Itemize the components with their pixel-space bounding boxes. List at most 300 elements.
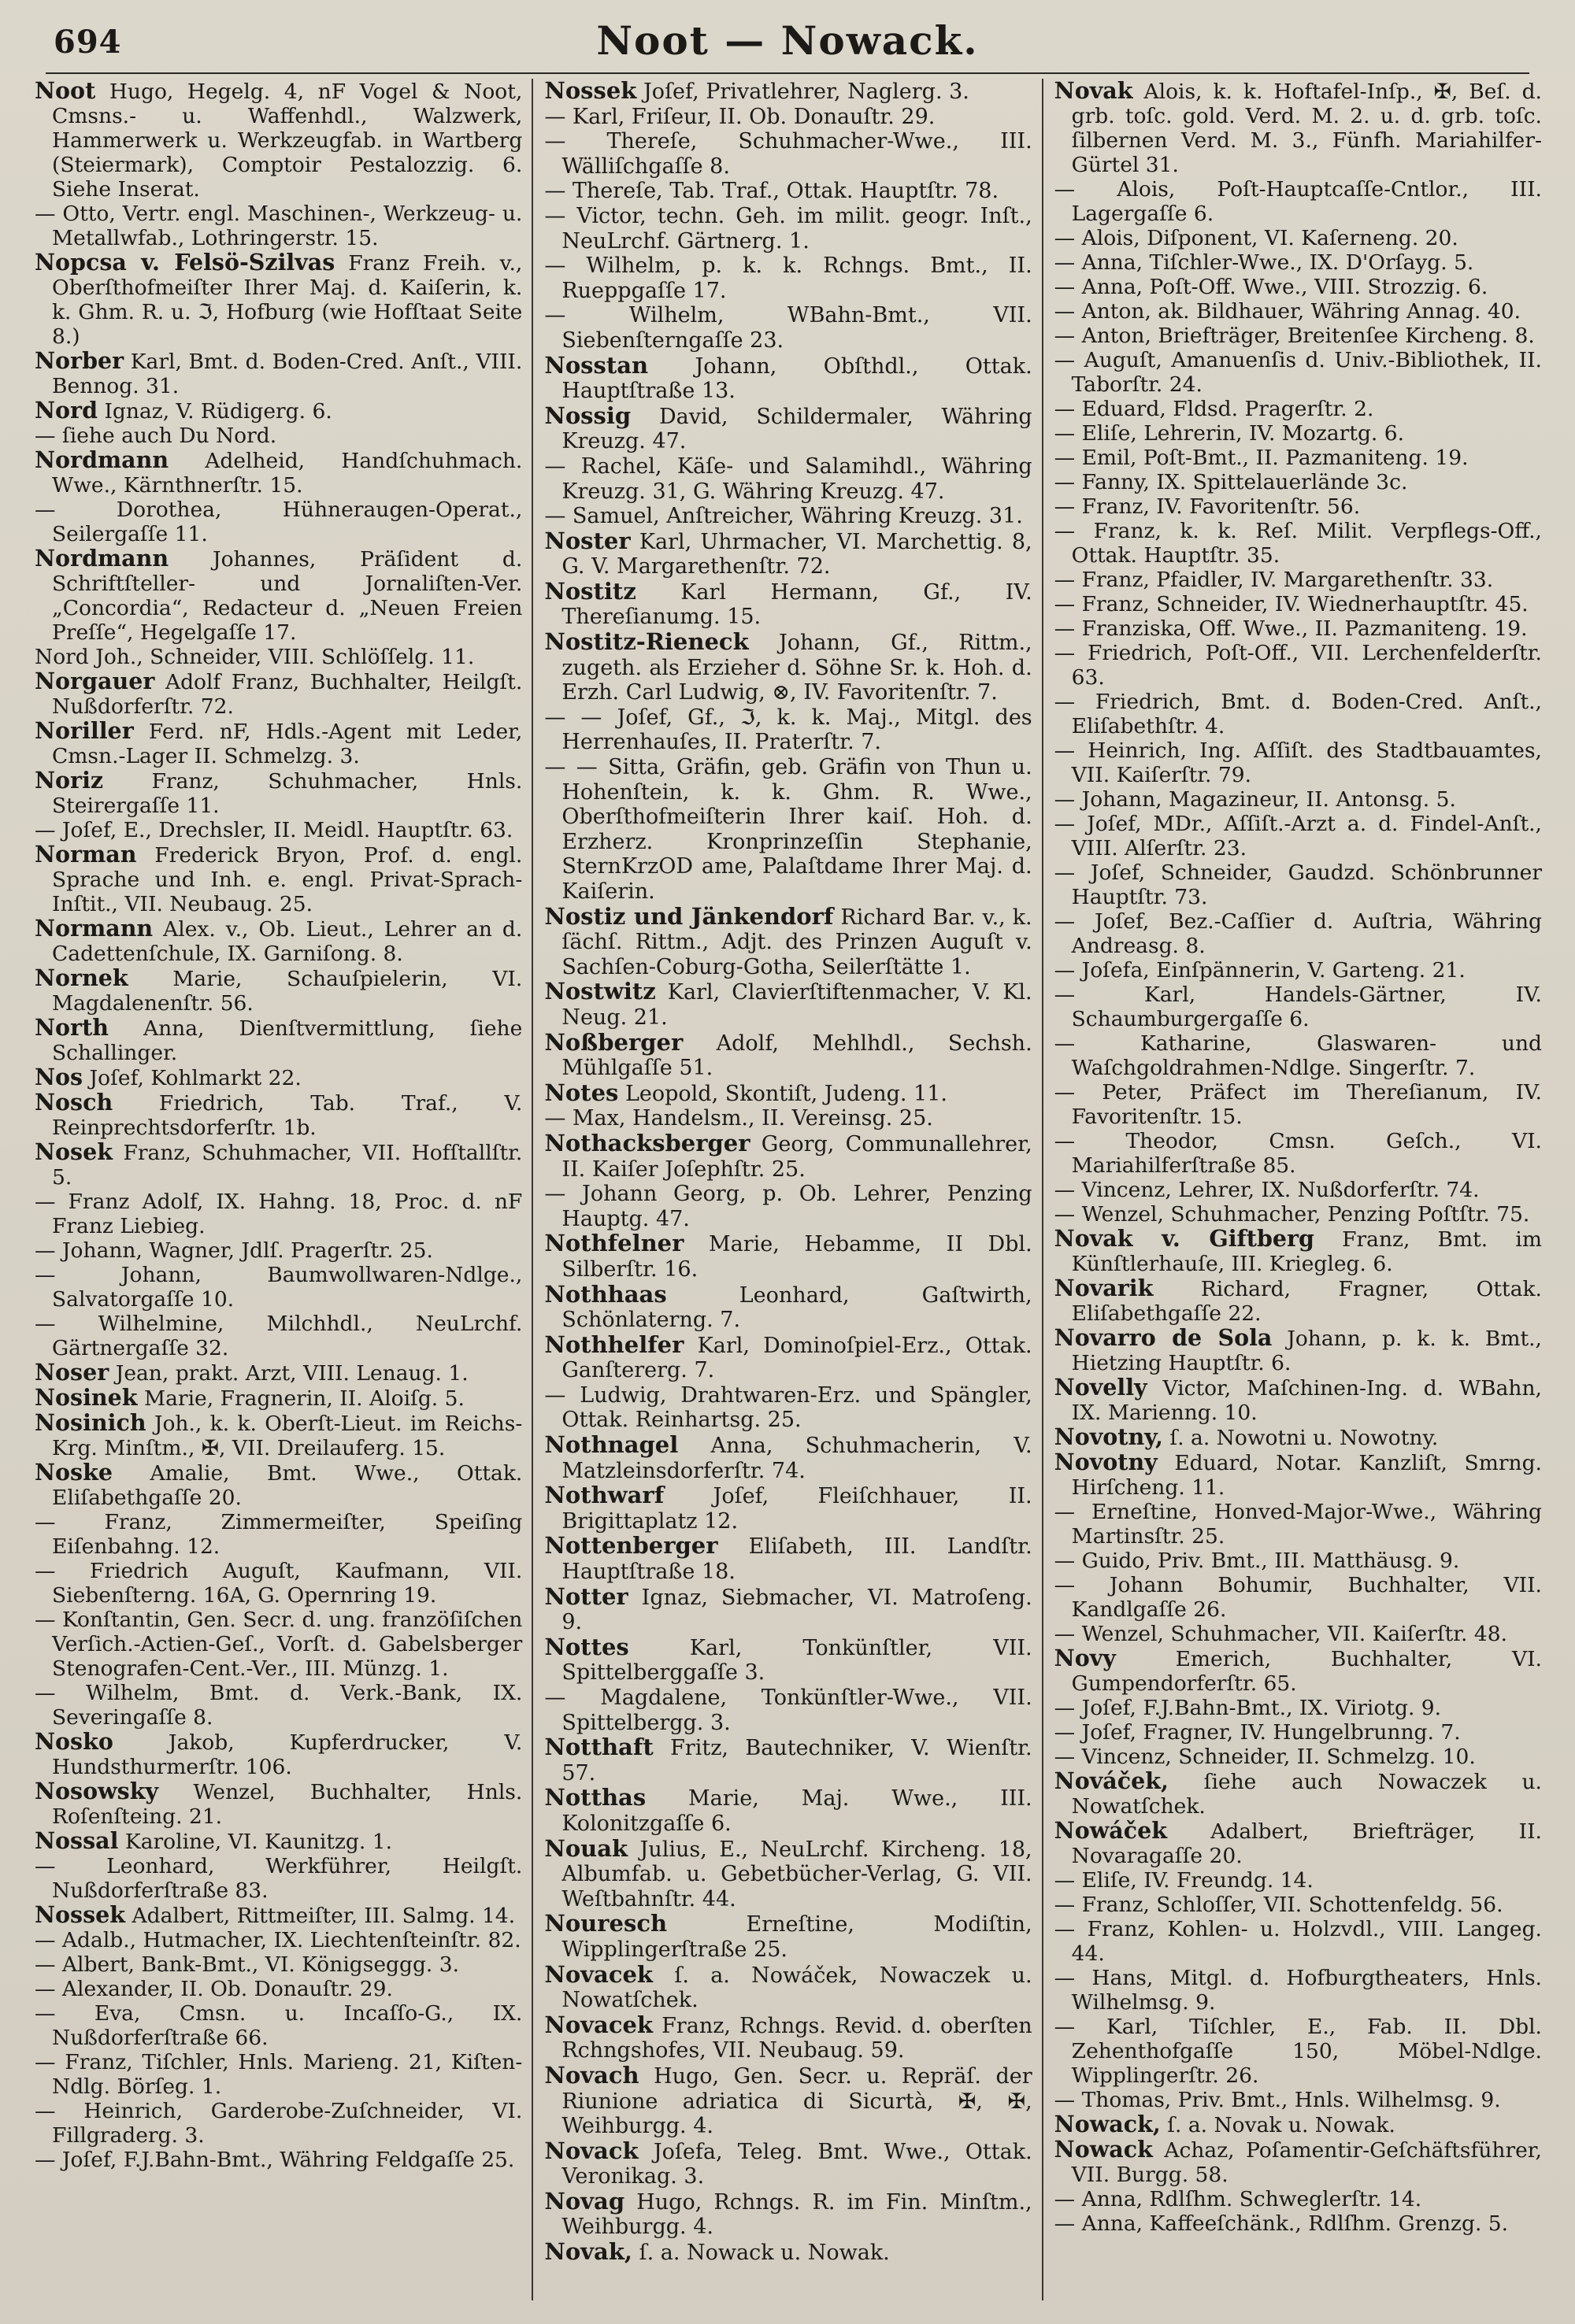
entry-text: — Johann, Baumwollwaren-Ndlge., Salvatorgaſſe 10. <box>35 1263 523 1312</box>
directory-entry <box>544 204 1032 253</box>
directory-entry <box>35 2050 522 2099</box>
entry-text: — Franz, k. k. Reſ. Milit. Verpflegs-Off., Ottak. Hauptſtr. 35. <box>1054 519 1542 568</box>
entry-headword: Noske <box>35 1459 113 1486</box>
entry-text: — Alois, Poſt-Hauptcaſſe-Cntlor., III. Lagergaſſe 6. <box>1054 177 1542 226</box>
directory-entry <box>1054 1868 1542 1893</box>
directory-entry <box>1054 1202 1542 1227</box>
entry-headword: Nouak <box>544 1834 628 1862</box>
directory-entry <box>35 669 522 719</box>
directory-entry <box>35 1829 522 1854</box>
entry-text: — Friedrich, Bmt. d. Boden-Cred. Anſt., Eliſabethſtr. 4. <box>1054 690 1542 738</box>
entry-headword: Nowáček <box>1054 1817 1167 1844</box>
directory-entry <box>1054 324 1542 348</box>
directory-entry <box>1054 519 1542 568</box>
column-right <box>1042 79 1551 2300</box>
directory-entry <box>1054 690 1542 738</box>
directory-entry <box>1054 1326 1542 1375</box>
entry-headword: Nottes <box>544 1633 629 1660</box>
directory-entry <box>544 1686 1032 1735</box>
entry-text: — Auguſt, Amanuenſis d. Univ.-Bibliothek, II. Taborſtr. 24. <box>1054 348 1542 397</box>
column-left <box>24 79 532 2300</box>
entry-headword: Nosch <box>35 1089 113 1116</box>
entry-headword: Nowack, <box>1054 2111 1161 2137</box>
entry-text: Hugo, Rchngs. R. im Fin. Minſtm., Weihburgg. 4. <box>561 2189 1032 2240</box>
directory-entry <box>1054 2137 1542 2187</box>
directory-entry <box>1054 1573 1542 1622</box>
entry-text: Frederick Bryon, Prof. d. engl. Sprache und Inh. e. engl. Privat-Sprach-Inſtit., VII. Neubaug. 25. <box>52 843 523 916</box>
entry-text: Richard Bar. v., k. ſächſ. Rittm., Adjt. des Prinzen Auguſt v. Sachſen-Coburg-Gotha, Seilerſtätte 1. <box>561 905 1032 979</box>
entry-text: — Eduard, Fldsd. Pragerſtr. 2. <box>1054 397 1374 421</box>
directory-entry <box>544 755 1032 905</box>
entry-headword: Novak <box>1054 79 1133 104</box>
directory-entry <box>35 1730 522 1779</box>
entry-text: Joſefa, Teleg. Bmt. Wwe., Ottak. Veronikag. 3. <box>561 2139 1032 2189</box>
entry-headword: Norgauer <box>35 668 155 694</box>
entry-headword: Novag <box>544 2187 625 2215</box>
directory-entry <box>544 303 1032 353</box>
entry-headword: Nossek <box>544 79 637 104</box>
entry-text: — Hans, Mitgl. d. Hofburgtheaters, Hnls. Wilhelmsg. 9. <box>1054 1966 1542 2015</box>
directory-entry <box>544 1131 1032 1182</box>
entry-text: — Anna, Kaffeeſchänk., Rdlſhm. Grenzg. 5. <box>1054 2211 1509 2236</box>
directory-entry <box>544 2063 1032 2139</box>
entry-text: Eliſabeth, III. Landſtr. Hauptſtraße 18. <box>561 1534 1032 1585</box>
directory-entry <box>1054 2015 1542 2088</box>
entry-text: Karl, Clavierſtiftenmacher, V. Kl. Neug. 21. <box>561 980 1032 1030</box>
entry-text: Jean, prakt. Arzt, VIII. Lenaug. 1. <box>115 1361 469 1386</box>
entry-headword: Novak v. Giftberg <box>1054 1225 1314 1252</box>
directory-entry <box>35 1510 522 1559</box>
entry-text: ſ. a. Nowack u. Nowak. <box>639 2241 890 2266</box>
entry-text: — Alois, Diſponent, VI. Kaſerneng. 20. <box>1054 226 1458 250</box>
entry-text: — Katharine, Glaswaren- und Waſchgoldrahmen-Ndlge. Singerſtr. 7. <box>1054 1031 1542 1080</box>
directory-entry <box>544 2189 1032 2240</box>
entry-text: Friedrich, Tab. Traf., V. Reinprechtsdorferſtr. 1b. <box>52 1091 523 1140</box>
directory-entry <box>544 1231 1032 1282</box>
entry-text: — Erneſtine, Honved-Major-Wwe., Währing Martinsſtr. 25. <box>1054 1500 1542 1549</box>
entry-text: — Theodor, Cmsn. Geſch., VI. Mariahilferſtraße 85. <box>1054 1129 1542 1178</box>
directory-entry <box>544 1735 1032 1786</box>
entry-text: Karoline, VI. Kaunitzg. 1. <box>124 1830 393 1854</box>
directory-entry <box>544 1483 1032 1534</box>
directory-entry <box>1054 226 1542 250</box>
directory-entry <box>35 768 522 818</box>
entry-headword: Nostitz <box>544 577 636 605</box>
directory-entry <box>1054 348 1542 397</box>
entry-text: Ferd. nF, Hdls.-Agent mit Leder, Cmsn.-Lager II. Schmelzg. 3. <box>52 720 523 768</box>
entry-text: — Wilhelmine, Milchhdl., NeuLrchf. Gärtnergaſſe 32. <box>35 1312 523 1360</box>
entry-text: Leopold, Skontiſt, Judeng. 11. <box>624 1081 947 1106</box>
entry-text: — Joſef, Fragner, IV. Hungelbrunng. 7. <box>1054 1720 1461 1745</box>
directory-entry <box>544 1960 1032 2013</box>
directory-entry <box>1054 1375 1542 1425</box>
entry-text: — Eliſe, IV. Freundg. 14. <box>1054 1868 1314 1893</box>
entry-headword: Nord <box>35 397 98 424</box>
entry-text: Julius, E., NeuLrchf. Kircheng. 18, Albumfab. u. Gebetbücher-Verlag, G. VII. Weſtbahnſtr. 44. <box>561 1837 1032 1911</box>
entry-headword: Nothacksberger <box>544 1129 750 1156</box>
entry-text: Jakob, Kupferdrucker, V. Hundsthurmerſtr. 106. <box>52 1730 523 1779</box>
entry-headword: Nordmann <box>35 545 169 572</box>
directory-entry <box>1054 1966 1542 2015</box>
entry-text: — Heinrich, Garderobe-Zuſchneider, VI. Fillgraderg. 3. <box>35 2099 523 2148</box>
entry-text: — Thereſe, Schuhmacher-Wwe., III. Wälliſchgaſſe 8. <box>544 129 1032 179</box>
entry-text: Franz, Schuhmacher, Hnls. Steirergaſſe 11. <box>52 769 523 818</box>
entry-headword: North <box>35 1014 109 1041</box>
entry-text: — Franz, Schloſſer, VII. Schottenfeldg. 56. <box>1054 1893 1503 1917</box>
entry-text: — Wilhelm, WBahn-Bmt., VII. Siebenſterngaſſe 23. <box>544 303 1032 353</box>
entry-text: Johann, Gf., Rittm., zugeth. als Erzieher d. Söhne Sr. k. Hoh. d. Erzh. Carl Ludwig, ⊗, IV. Favoritenſtr. 7. <box>561 631 1032 705</box>
directory-entry <box>544 253 1032 303</box>
directory-entry <box>544 630 1032 705</box>
entry-headword: Nostiz und Jänkendorf <box>544 902 834 930</box>
entry-text: — Joſef, Bez.-Caſſier d. Auſtria, Währing Andreasg. 8. <box>1054 909 1542 958</box>
entry-text: Adolf Franz, Buchhalter, Heilgſt. Nußdorferſtr. 72. <box>52 670 523 719</box>
entry-text: — Magdalene, Tonkünſtler-Wwe., VII. Spittelbergg. 3. <box>544 1686 1032 1735</box>
directory-entry <box>1054 592 1542 616</box>
directory-entry <box>1054 1031 1542 1080</box>
entry-text: Marie, Hebamme, II Dbl. Silberſtr. 16. <box>561 1232 1032 1282</box>
entry-text: — Wenzel, Schuhmacher, Penzing Poſtſtr. 75. <box>1054 1202 1530 1227</box>
entry-text: David, Schildermaler, Währing Kreuzg. 47. <box>561 404 1032 454</box>
entry-headword: Nossek <box>35 1901 126 1928</box>
entry-headword: Notter <box>544 1582 628 1610</box>
directory-entry <box>1054 2088 1542 2112</box>
entry-text: Hugo, Gen. Secr. u. Repräſ. der Riunione adriatica di Sicurtà, ✠, ✠, Weihburgg. 4. <box>561 2063 1032 2139</box>
entry-text: — Joſef, F.J.Bahn-Bmt., IX. Viriotg. 9. <box>1054 1696 1442 1720</box>
directory-entry <box>35 1065 522 1090</box>
entry-text: Marie, Fragnerin, II. Aloiſg. 5. <box>143 1386 465 1411</box>
entry-text: — Wilhelm, p. k. k. Rchngs. Bmt., II. Rueppgaſſe 17. <box>544 253 1032 303</box>
entry-headword: Nosinek <box>35 1384 138 1411</box>
entry-text: Marie, Schauſpielerin, VI. Magdalenenſtr. 56. <box>52 967 523 1016</box>
entry-text: Joh., k. k. Oberſt-Lieut. im Reichs-Krg. Minſtm., ✠, VII. Dreilauferg. 15. <box>52 1412 523 1460</box>
directory-entry <box>1054 470 1542 494</box>
entry-headword: Nosstan <box>544 351 649 379</box>
directory-entry <box>35 1016 522 1065</box>
directory-entry <box>1054 275 1542 299</box>
entry-text: Eduard, Notar. Kanzliſt, Smrng. Hirſcheng. 11. <box>1071 1451 1542 1500</box>
entry-headword: Nossig <box>544 402 632 429</box>
entry-text: — Franz, Tiſchler, Hnls. Marieng. 21, Kiſten-Ndlg. Börſeg. 1. <box>35 2050 523 2099</box>
directory-entry <box>1054 568 1542 592</box>
directory-entry <box>1054 641 1542 690</box>
entry-headword: Nosek <box>35 1138 113 1165</box>
entry-text: — Adalb., Hutmacher, IX. Liechtenſteinſtr. 82. <box>35 1928 521 1952</box>
directory-entry <box>35 398 522 424</box>
directory-entry <box>1054 1549 1542 1573</box>
entry-text: — Friedrich, Poſt-Off., VII. Lerchenfelderſtr. 63. <box>1054 641 1542 690</box>
directory-entry <box>544 579 1032 630</box>
entry-text: — Franz Adolf, IX. Hahng. 18, Proc. d. nF Franz Liebieg. <box>35 1190 523 1238</box>
directory-entry <box>1054 1129 1542 1178</box>
directory-entry <box>544 2013 1032 2063</box>
entry-text: — Johann, Magazineur, II. Antonsg. 5. <box>1054 787 1456 812</box>
entry-text: — Otto, Vertr. engl. Maschinen-, Werkzeug- u. Metallwfab., Lothringerstr. 15. <box>35 202 523 250</box>
entry-text: ſ. a. Nowáček, Nowaczek u. Nowatſchek. <box>561 1963 1032 2013</box>
entry-text: — Fanny, IX. Spittelauerlände 3c. <box>1054 470 1408 494</box>
entry-text: — Johann Georg, p. Ob. Lehrer, Penzing Hauptg. 47. <box>544 1182 1032 1231</box>
entry-text: Adelheid, Handſchuhmach. Wwe., Kärnthnerſtr. 15. <box>52 449 523 498</box>
entry-text: Karl, Bmt. d. Boden-Cred. Anſt., VIII. Bennog. 31. <box>52 350 523 398</box>
directory-entry <box>35 818 522 842</box>
directory-entry <box>35 1608 522 1681</box>
entry-text: Johann, p. k. k. Bmt., Hietzing Hauptſtr. 6. <box>1071 1327 1542 1375</box>
running-head: Noot — Nowack. <box>596 17 979 64</box>
entry-text: Alex. v., Ob. Lieut., Lehrer an d. Cadettenſchule, IX. Garniſong. 8. <box>52 917 523 966</box>
entry-headword: Novacek <box>544 1960 654 1988</box>
entry-text: — Franziska, Off. Wwe., II. Pazmaniteng. 19. <box>1054 616 1528 641</box>
entry-text: Anna, Schuhmacherin, V. Matzleinsdorferſtr. 74. <box>561 1434 1032 1483</box>
entry-text: — Eva, Cmsn. u. Incaſſo-G., IX. Nußdorferſtraße 66. <box>35 2001 523 2050</box>
entry-text: — Peter, Präfect im Thereſianum, IV. Favoritenſtr. 15. <box>1054 1080 1542 1129</box>
entry-headword: Novotny, <box>1054 1423 1163 1450</box>
entry-text: — Alexander, II. Ob. Donauſtr. 29. <box>35 1977 393 2001</box>
entry-text: Karl, Uhrmacher, VI. Marchettig. 8, G. V. Margarethenſtr. 72. <box>561 529 1032 579</box>
directory-entry <box>35 498 522 546</box>
entry-headword: Nos <box>35 1064 83 1090</box>
directory-entry <box>1054 1769 1542 1819</box>
entry-text: Fritz, Bautechniker, V. Wienſtr. 57. <box>561 1736 1032 1786</box>
directory-entry <box>544 404 1032 454</box>
entry-text: — Thomas, Priv. Bmt., Hnls. Wilhelmsg. 9. <box>1054 2088 1501 2112</box>
entry-headword: Nouresch <box>544 1910 668 1937</box>
directory-entry <box>1054 299 1542 324</box>
entry-text: — Joſef, MDr., Aſſiſt.-Arzt a. d. Findel-Anſt., VIII. Alſerſtr. 23. <box>1054 812 1542 860</box>
entry-text: Joſef, Privatlehrer, Naglerg. 3. <box>643 80 969 104</box>
directory-entry <box>544 902 1032 980</box>
entry-headword: Novotny <box>1054 1449 1158 1475</box>
entry-text: Achaz, Poſamentir-Geſchäftsführer, VII. Burgg. 58. <box>1071 2138 1542 2187</box>
entry-text: Franz, Schuhmacher, VII. Hofſtallſtr. 5. <box>52 1141 523 1190</box>
directory-entry <box>544 979 1032 1030</box>
directory-entry <box>35 1952 522 1977</box>
directory-entry <box>35 1263 522 1312</box>
directory-entry <box>1054 2112 1542 2137</box>
directory-entry <box>1054 1917 1542 1966</box>
entry-text: — Franz, IV. Favoritenſtr. 56. <box>1054 494 1361 519</box>
directory-entry <box>1054 177 1542 226</box>
entry-text: Nord Joh., Schneider, VIII. Schlöſſelg. 11. <box>35 645 475 669</box>
directory-entry <box>1054 2187 1542 2211</box>
entry-text: Karl, Tonkünſtler, VII. Spittelberggaſſe 3. <box>561 1635 1032 1686</box>
entry-text: — Thereſe, Tab. Traf., Ottak. Hauptſtr. 78. <box>544 179 999 204</box>
entry-headword: Notthas <box>544 1784 647 1811</box>
directory-entry <box>35 966 522 1016</box>
directory-entry <box>544 105 1032 130</box>
entry-text: — Franz, Pfaidler, IV. Margarethenſtr. 33. <box>1054 568 1494 592</box>
directory-entry <box>35 250 522 349</box>
directory-entry <box>35 1411 522 1460</box>
entry-headword: Novarro de Sola <box>1054 1324 1273 1351</box>
entry-headword: Novacek <box>544 2011 654 2038</box>
directory-entry <box>35 448 522 498</box>
entry-headword: Noser <box>35 1359 109 1386</box>
entry-headword: Nossal <box>35 1827 119 1854</box>
entry-headword: Nothhelfer <box>544 1330 684 1358</box>
entry-text: — Ludwig, Drahtwaren-Erz. und Spängler, Ottak. Reinhartsg. 25. <box>544 1382 1032 1433</box>
entry-text: — Franz, Zimmermeiſter, Speiſing Eiſenbahng. 12. <box>35 1510 523 1559</box>
entry-text: — Leonhard, Werkführer, Heilgſt. Nußdorferſtraße 83. <box>35 1854 523 1903</box>
entry-text: Erneſtine, Modiſtin, Wipplingerſtraße 25. <box>561 1912 1032 1962</box>
directory-entry <box>1054 421 1542 446</box>
entry-headword: Novy <box>1054 1645 1116 1671</box>
entry-headword: Nothwarf <box>544 1482 665 1509</box>
directory-entry <box>35 349 522 398</box>
directory-entry <box>35 202 522 250</box>
directory-entry <box>544 2240 1032 2266</box>
entry-text: Franz Freih. v., Oberſthofmeiſter Ihrer Maj. d. Kaiſerin, k. k. Ghm. R. u. ℑ, Hofburg (wie Hofſtaat Seite 8.) <box>52 251 523 349</box>
entry-text: Karl, Dominoſpiel-Erz., Ottak. Ganſtererg. 7. <box>561 1333 1032 1383</box>
directory-entry <box>1054 983 1542 1031</box>
directory-entry <box>35 424 522 448</box>
entry-text: Emerich, Buchhalter, VI. Gumpendorferſtr. 65. <box>1071 1647 1542 1696</box>
entry-headword: Nosowsky <box>35 1778 159 1804</box>
entry-text: — Vincenz, Schneider, II. Schmelzg. 10. <box>1054 1745 1476 1769</box>
directory-entry <box>35 1559 522 1608</box>
entry-text: Adolf, Mehlhdl., Sechsh. Mühlgaſſe 51. <box>561 1031 1032 1081</box>
directory-entry <box>1054 1646 1542 1696</box>
directory-entry <box>544 454 1032 504</box>
directory-entry <box>1054 616 1542 641</box>
entry-text: — Joſefa, Einſpännerin, V. Garteng. 21. <box>1054 958 1466 983</box>
entry-text: — Victor, techn. Geh. im milit. geogr. Inſt., NeuLrchf. Gärtnerg. 1. <box>544 203 1032 253</box>
directory-entry <box>1054 812 1542 860</box>
entry-text: — Samuel, Anſtreicher, Währing Kreuzg. 31. <box>544 504 1023 529</box>
entry-text: Anna, Dienſtvermittlung, ſiehe Schallinger. <box>52 1016 523 1065</box>
directory-entry <box>35 1854 522 1903</box>
directory-entry <box>1054 1178 1542 1202</box>
directory-entry <box>35 1090 522 1140</box>
entry-text: Wenzel, Buchhalter, Hnls. Roſenſteing. 21. <box>52 1780 523 1829</box>
entry-headword: Nowack <box>1054 2136 1153 2163</box>
entry-text: — Wilhelm, Bmt. d. Verk.-Bank, IX. Severingaſſe 8. <box>35 1681 523 1730</box>
entry-headword: Novarik <box>1054 1275 1154 1301</box>
directory-entry <box>35 719 522 768</box>
entry-text: — Franz, Schneider, IV. Wiednerhauptſtr. 45. <box>1054 592 1529 616</box>
entry-text: — — Sitta, Gräfin, geb. Gräfin von Thun u. Hohenſtein, k. k. Ghm. R. Wwe., Oberſthofmeiſterin Ihrer kaiſ. Hoh. d. Erzherz. Kronprinzeſſin Stephanie, SternKrzOD ame, Palaſtdame Ihrer Maj. d. Kaiſerin. <box>544 755 1032 904</box>
entry-text: — Karl, Friſeur, II. Ob. Donauſtr. 29. <box>544 104 936 129</box>
entry-headword: Nordmann <box>35 446 169 473</box>
entry-headword: Noßberger <box>544 1028 684 1056</box>
directory-entry <box>1054 958 1542 983</box>
entry-text: — Anton, Briefträger, Breitenſee Kircheng. 8. <box>1054 324 1535 348</box>
entry-headword: Nosko <box>35 1728 113 1755</box>
directory-entry <box>35 1928 522 1952</box>
entry-text: — — Joſef, Gf., ℑ, k. k. Maj., Mitgl. des Herrenhauſes, II. Praterſtr. 7. <box>544 705 1032 755</box>
directory-entry <box>1054 1696 1542 1720</box>
directory-entry <box>1054 860 1542 909</box>
entry-text: — Friedrich Auguſt, Kaufmann, VII. Siebenſterng. 16A, G. Opernring 19. <box>35 1559 523 1608</box>
entry-text: Ignaz, V. Rüdigerg. 6. <box>104 399 332 424</box>
directory-entry <box>35 546 522 645</box>
entry-text: — Joſef, Schneider, Gaudzd. Schönbrunner Hauptſtr. 73. <box>1054 860 1542 909</box>
entry-text: — Johann Bohumir, Buchhalter, VII. Kandlgaſſe 26. <box>1054 1573 1542 1622</box>
entry-text: — Vincenz, Lehrer, IX. Nußdorferſtr. 74. <box>1054 1178 1480 1202</box>
directory-entry <box>35 1190 522 1238</box>
directory-entry <box>544 2139 1032 2189</box>
entry-text: — Johann, Wagner, Jdlſ. Pragerſtr. 25. <box>35 1238 433 1263</box>
directory-entry <box>35 1681 522 1730</box>
directory-entry <box>544 1433 1032 1483</box>
entry-text: Marie, Maj. Wwe., III. Kolonitzgaſſe 6. <box>561 1786 1032 1836</box>
directory-entry <box>1054 397 1542 421</box>
entry-text: — Eliſe, Lehrerin, IV. Mozartg. 6. <box>1054 421 1405 446</box>
entry-text: — Dorothea, Hühneraugen-Operat., Seilergaſſe 11. <box>35 498 523 546</box>
directory-entry <box>1054 250 1542 275</box>
entry-headword: Normann <box>35 915 154 942</box>
directory-entry <box>35 1460 522 1510</box>
entry-text: Amalie, Bmt. Wwe., Ottak. Eliſabethgaſſe 20. <box>52 1461 523 1510</box>
directory-entry <box>544 529 1032 579</box>
entry-headword: Notthaft <box>544 1734 654 1761</box>
entry-headword: Novach <box>544 2061 639 2089</box>
entry-headword: Nostitz-Rieneck <box>544 628 749 656</box>
entry-headword: Noster <box>544 527 631 554</box>
directory-entry <box>544 1182 1032 1231</box>
entry-text: — Anton, ak. Bildhauer, Währing Annag. 40. <box>1054 299 1521 324</box>
entry-text: Joſef, Kohlmarkt 22. <box>89 1066 302 1090</box>
entry-text: — Wenzel, Schuhmacher, VII. Kaiſerſtr. 48. <box>1054 1622 1508 1646</box>
entry-text: Leonhard, Gaſtwirth, Schönlaterng. 7. <box>561 1282 1032 1333</box>
entry-headword: Nothnagel <box>544 1431 679 1459</box>
entry-text: — Karl, Handels-Gärtner, IV. Schaumburgergaſſe 6. <box>1054 983 1542 1031</box>
directory-entry <box>544 179 1032 204</box>
entry-text: — Guido, Priv. Bmt., III. Matthäusg. 9. <box>1054 1549 1460 1573</box>
directory-entry <box>544 353 1032 404</box>
directory-entry <box>544 1834 1032 1912</box>
entry-headword: Noriller <box>35 717 134 744</box>
entry-text: ſ. a. Nowotni u. Nowotny. <box>1169 1426 1439 1450</box>
directory-entry <box>1054 909 1542 958</box>
entry-text: — Albert, Bank-Bmt., VI. Königseggg. 3. <box>35 1952 460 1977</box>
directory-entry <box>35 842 522 916</box>
entry-text: — Joſef, E., Drechsler, II. Meidl. Hauptſtr. 63. <box>35 818 513 842</box>
entry-headword: Nosinich <box>35 1409 146 1436</box>
entry-text: Hugo, Hegelg. 4, nF Vogel & Noot, Cmsns.- u. Waffenhdl., Walzwerk, Hammerwerk u. Werkzeugfab. in Wartberg (Steiermark), Comptoir Pestalozzig. 6. Siehe Inserat. <box>52 80 523 202</box>
directory-entry <box>35 1779 522 1829</box>
directory-entry <box>1054 1080 1542 1129</box>
directory-entry <box>1054 1893 1542 1917</box>
directory-entry <box>544 1635 1032 1686</box>
directory-entry <box>1054 1720 1542 1745</box>
column-middle <box>532 79 1041 2300</box>
directory-entry <box>544 1028 1032 1081</box>
directory-entry <box>544 504 1032 529</box>
directory-entry <box>35 2001 522 2050</box>
directory-entry <box>1054 446 1542 470</box>
entry-headword: Noot <box>35 79 96 104</box>
directory-entry <box>544 1106 1032 1131</box>
entry-text: Alois, k. k. Hoftafel-Inſp., ✠, Beſ. d. grb. toſc. gold. Verd. M. 2. u. d. grb. toſc. ſilbernen Verd. M. 3., Fünfh. Mariahilfer-Gürtel 31. <box>1071 80 1542 177</box>
entry-text: — Joſef, F.J.Bahn-Bmt., Währing Feldgaſſe 25. <box>35 2148 515 2172</box>
directory-entry <box>1054 1745 1542 1769</box>
directory-entry <box>35 2099 522 2148</box>
header-rule <box>46 72 1529 74</box>
entry-headword: Novack <box>544 2137 639 2164</box>
entry-headword: Nopcsa v. Felsö-Szilvas <box>35 249 335 276</box>
directory-entry <box>35 1140 522 1190</box>
entry-text: — Emil, Poſt-Bmt., II. Pazmaniteng. 19. <box>1054 446 1469 470</box>
entry-headword: Nostwitz <box>544 978 656 1005</box>
entry-text: Karl Hermann, Gf., IV. Thereſianumg. 15. <box>561 579 1032 630</box>
entry-text: — Karl, Tiſchler, E., Fab. II. Dbl. Zehenthofgaſſe 150, Möbel-Ndlge. Wipplingerſtr. 26. <box>1054 2015 1542 2088</box>
entry-headword: Nornek <box>35 964 128 991</box>
entry-headword: Novelly <box>1054 1374 1147 1401</box>
entry-text: — Max, Handelsm., II. Vereinsg. 25. <box>544 1106 933 1131</box>
directory-entry <box>544 705 1032 755</box>
entry-text: — Rachel, Käſe- und Salamihdl., Währing Kreuzg. 31, G. Währing Kreuzg. 47. <box>544 453 1032 504</box>
directory-entry <box>544 79 1032 105</box>
